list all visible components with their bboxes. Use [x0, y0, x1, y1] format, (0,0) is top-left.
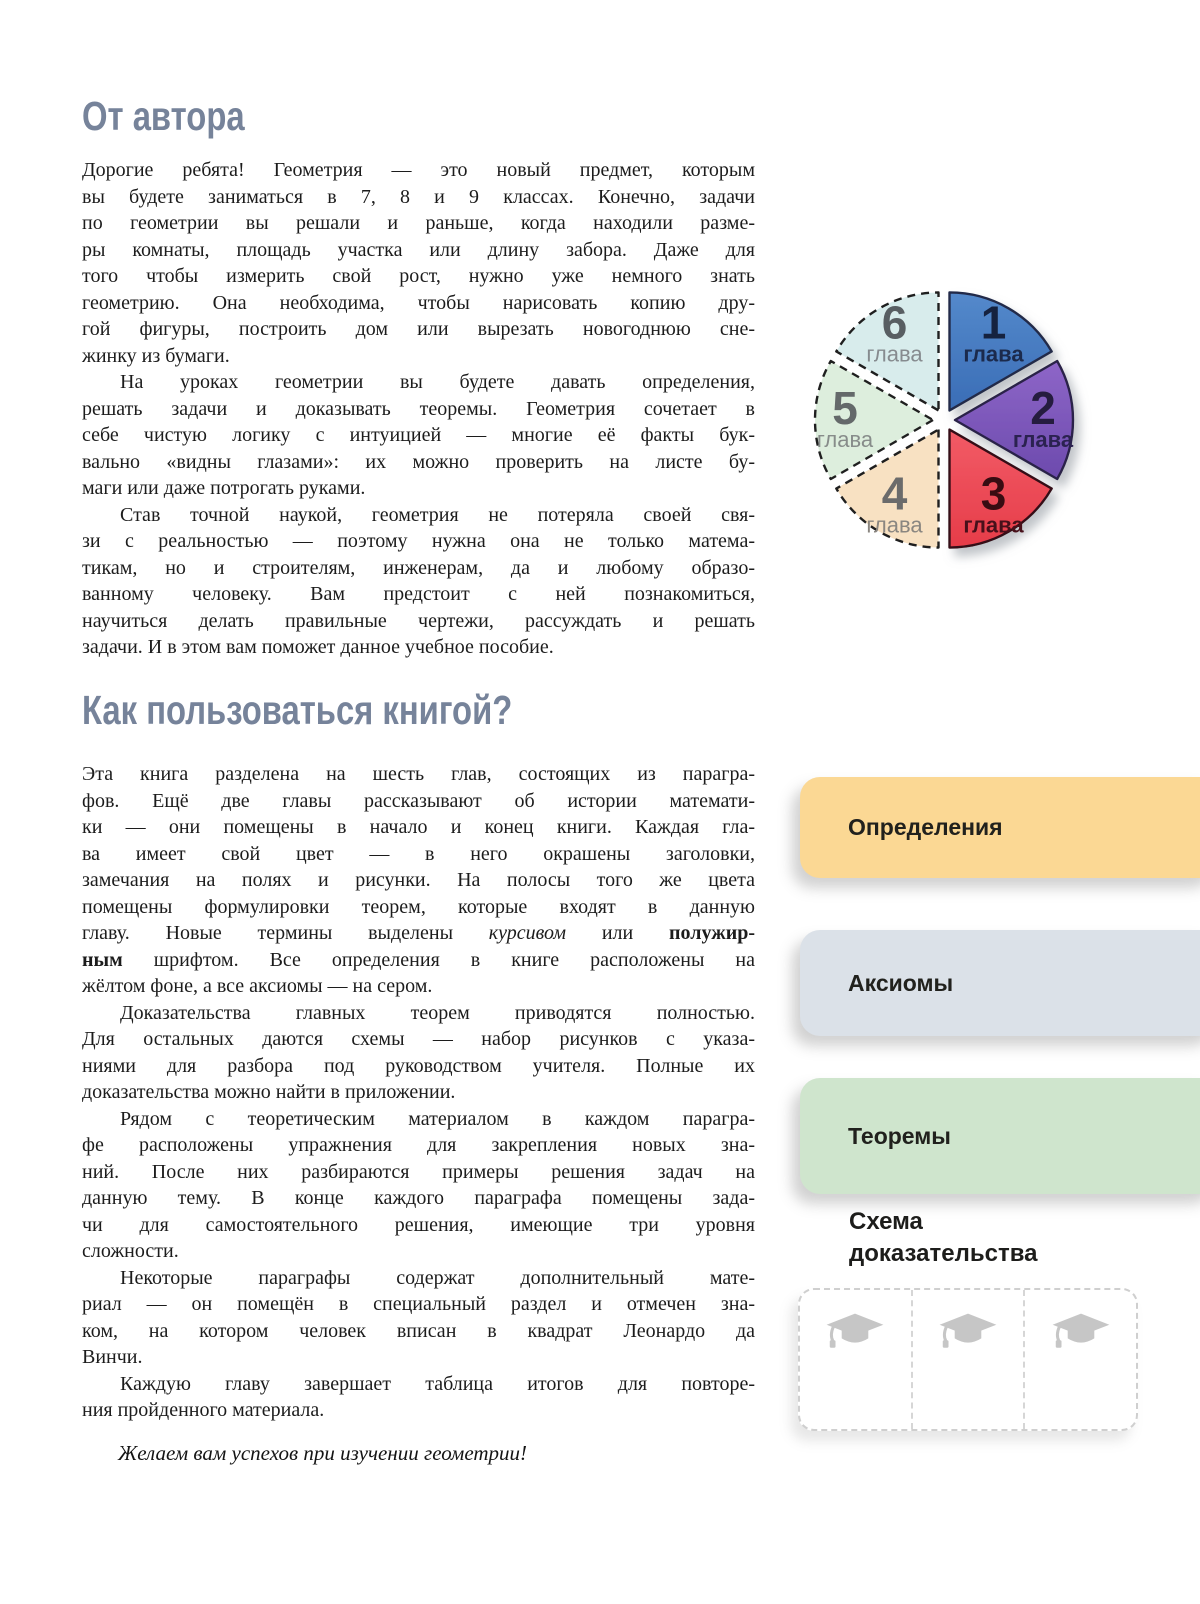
- text-line: [82, 290, 755, 317]
- pie-segment-number: 2: [1030, 382, 1056, 434]
- pie-segment-label: глава: [1012, 427, 1074, 452]
- text-run: фе расположены упражнения для закрепления новых зна-: [82, 1134, 755, 1156]
- text-line: [82, 814, 755, 841]
- text-run: Рядом с теоретическим материалом в каждом парагра-: [120, 1107, 755, 1130]
- text-run: гой фигуры, построить дом или вырезать новогоднюю сне-: [82, 318, 755, 340]
- section-title-from-author: [82, 94, 285, 138]
- text-line: [82, 157, 755, 184]
- proof-scheme-cell: [800, 1290, 911, 1429]
- axioms-card: [800, 930, 1200, 1036]
- text-run: фов. Ещё две главы рассказывают об истории математи-: [82, 789, 755, 812]
- graduation-cap-icon: [1050, 1310, 1112, 1358]
- text-line: [82, 581, 755, 608]
- text-line: [82, 867, 755, 894]
- paragraph: [82, 502, 755, 661]
- text-line: [82, 449, 755, 476]
- text-run: ва имеет свой цвет — в него окрашены заголовки,: [82, 842, 755, 865]
- text-line: [82, 947, 755, 974]
- text-line: [82, 1185, 755, 1212]
- text-run: ниями для разбора под руководством учителя. Полные их: [82, 1054, 755, 1077]
- text-run: ванному человеку. Вам предстоит с ней познакомиться,: [82, 583, 755, 605]
- text-line: [82, 1026, 755, 1053]
- text-run: ний. После них разбираются примеры решения задач на: [82, 1160, 755, 1183]
- text-line: [82, 920, 755, 947]
- text-run: по геометрии вы решали и раньше, когда находили разме-: [82, 212, 755, 234]
- pie-segment-label: глава: [963, 341, 1024, 367]
- text-line: [82, 1238, 755, 1265]
- bold-term: полужир-: [668, 922, 756, 944]
- text-run: того чтобы измерить свой рост, нужно уже немного знать: [82, 265, 755, 287]
- paragraph: [82, 1371, 755, 1424]
- text-line: [82, 316, 755, 343]
- paragraph: [82, 1000, 755, 1106]
- proof-scheme-title-line2: доказательства: [849, 1240, 1038, 1267]
- pie-segment-number: 3: [980, 467, 1007, 520]
- paragraph: [82, 1106, 755, 1265]
- section-title-text: От автора: [82, 93, 245, 139]
- text-line: [82, 422, 755, 449]
- text-run: Доказательства главных теорем приводятся полностью.: [120, 1001, 755, 1024]
- proof-scheme-title: [849, 1206, 1038, 1270]
- paragraph: [82, 157, 755, 369]
- text-line: [82, 555, 755, 582]
- text-line: [82, 184, 755, 211]
- text-line: [82, 237, 755, 264]
- paragraph: [82, 761, 755, 1000]
- text-line: [82, 528, 755, 555]
- text-line: [82, 369, 755, 396]
- text-run: зи с реальностью — поэтому нужна она не только матема-: [82, 530, 755, 552]
- text-run: Став точной наукой, геометрия не потеряла своей свя-: [120, 503, 755, 526]
- paragraph: [82, 369, 755, 502]
- pie-segment-number: 5: [832, 382, 858, 434]
- text-run: доказательства можно найти в приложении.: [82, 1081, 456, 1103]
- text-run: ком, на котором человек вписан в квадрат Леонардо да: [82, 1319, 755, 1342]
- text-line: [82, 210, 755, 237]
- pie-segment-label: глава: [866, 341, 923, 367]
- text-line: [82, 634, 755, 661]
- text-run: На уроках геометрии вы будете давать определения,: [120, 371, 755, 393]
- text-run: Винчи.: [82, 1346, 143, 1368]
- proof-scheme-cell: [911, 1290, 1024, 1429]
- text-run: научиться делать правильные чертежи, рассуждать и решать: [82, 609, 755, 632]
- text-run: геометрию. Она необходима, чтобы нарисовать копию дру-: [82, 291, 755, 314]
- text-run: жёлтом фоне, а все аксиомы — на сером.: [82, 975, 433, 997]
- proof-scheme-title-line1: Схема: [849, 1208, 923, 1235]
- text-line: [82, 894, 755, 921]
- text-line: [82, 1079, 755, 1106]
- text-line: [82, 1159, 755, 1186]
- chapters-pie-diagram: [788, 260, 1122, 594]
- text-run: решать задачи и доказывать теоремы. Геометрия сочетает в: [82, 397, 755, 420]
- intro-text-column: [82, 157, 755, 661]
- text-run: маги или даже потрогать руками.: [82, 477, 366, 499]
- text-run: жинку из бумаги.: [82, 344, 230, 367]
- text-run: главу. Новые термины выделены: [82, 922, 489, 944]
- pie-segment-label: глава: [866, 512, 923, 538]
- text-run: ры комнаты, площадь участка или длину забора. Даже для: [82, 238, 755, 261]
- bold-term: ным: [82, 948, 123, 971]
- text-run: сложности.: [82, 1240, 179, 1262]
- text-line: [82, 1106, 755, 1133]
- closing-wish-line: Желаем вам успехов при изучении геометрии!: [118, 1441, 528, 1465]
- graduation-cap-icon: [937, 1310, 999, 1358]
- proof-scheme-cell: [1023, 1290, 1136, 1429]
- paragraph: [82, 1265, 755, 1371]
- section-title-how-to-use: [82, 688, 620, 732]
- text-line: [82, 343, 755, 370]
- pie-segment-number: 6: [881, 296, 908, 349]
- text-run: задачи. И в этом вам поможет данное учебное пособие.: [82, 636, 554, 658]
- theorems-card: [800, 1078, 1200, 1194]
- text-line: [82, 608, 755, 635]
- text-line: [82, 1344, 755, 1371]
- definitions-card: [800, 777, 1200, 878]
- italic-term: курсивом: [488, 922, 567, 944]
- text-line: [82, 1318, 755, 1345]
- text-run: чи для самостоятельного решения, имеющие три уровня: [82, 1213, 755, 1236]
- text-line: [82, 1397, 755, 1424]
- text-line: [82, 475, 755, 502]
- text-run: замечания на полях и рисунки. На полосы того же цвета: [82, 869, 755, 891]
- text-line: [82, 788, 755, 815]
- text-run: Некоторые параграфы содержат дополнительный мате-: [120, 1266, 755, 1289]
- text-run: риал — он помещён в специальный раздел и отмечен зна-: [82, 1293, 755, 1315]
- pie-segment-label: глава: [816, 427, 874, 452]
- text-run: вы будете заниматься в 7, 8 и 9 классах. Конечно, задачи: [82, 185, 755, 208]
- text-line: [82, 973, 755, 1000]
- pie-segment-number: 1: [980, 296, 1007, 349]
- pie-segment-label: глава: [963, 512, 1024, 538]
- theorems-card-label: Теоремы: [848, 1122, 951, 1149]
- text-run: помещены формулировки теорем, которые входят в данную: [82, 895, 755, 918]
- text-run: ки — они помещены в начало и конец книги. Каждая гла-: [82, 816, 755, 838]
- text-run: ния пройденного материала.: [82, 1399, 325, 1421]
- section-title-text: Как пользоваться книгой?: [82, 687, 513, 733]
- text-run: Эта книга разделена на шесть глав, состоящих из парагра-: [82, 763, 755, 785]
- text-line: [82, 1132, 755, 1159]
- text-run: тикам, но и строителям, инженерам, да и любому образо-: [82, 556, 755, 579]
- definitions-card-label: Определения: [848, 814, 1003, 840]
- text-run: Каждую главу завершает таблица итогов для повторе-: [120, 1372, 755, 1395]
- text-line: [82, 1000, 755, 1027]
- pie-chart-svg: [788, 260, 1122, 594]
- text-run: Для остальных даются схемы — набор рисунков с указа-: [82, 1028, 755, 1050]
- text-line: [82, 263, 755, 290]
- howto-text-column: [82, 761, 755, 1424]
- proof-scheme-placeholder-box: [798, 1288, 1138, 1431]
- text-line: [82, 1265, 755, 1292]
- text-run: себе чистую логику с интуицией — многие её факты бук-: [82, 424, 755, 446]
- text-run: или: [566, 922, 669, 944]
- text-line: [82, 502, 755, 529]
- text-run: вально «видны глазами»: их можно проверить на листе бу-: [82, 450, 755, 473]
- text-line: [82, 841, 755, 868]
- axioms-card-label: Аксиомы: [848, 969, 954, 996]
- pie-segment-number: 4: [881, 467, 908, 520]
- text-run: шрифтом. Все определения в книге расположены на: [122, 948, 755, 971]
- text-line: [82, 1053, 755, 1080]
- text-line: [82, 396, 755, 423]
- text-line: [82, 1371, 755, 1398]
- graduation-cap-icon: [824, 1310, 886, 1358]
- text-line: [82, 761, 755, 788]
- text-line: [82, 1212, 755, 1239]
- text-run: данную тему. В конце каждого параграфа помещены зада-: [82, 1187, 755, 1209]
- text-run: Дорогие ребята! Геометрия — это новый предмет, которым: [82, 159, 755, 181]
- text-line: [82, 1291, 755, 1318]
